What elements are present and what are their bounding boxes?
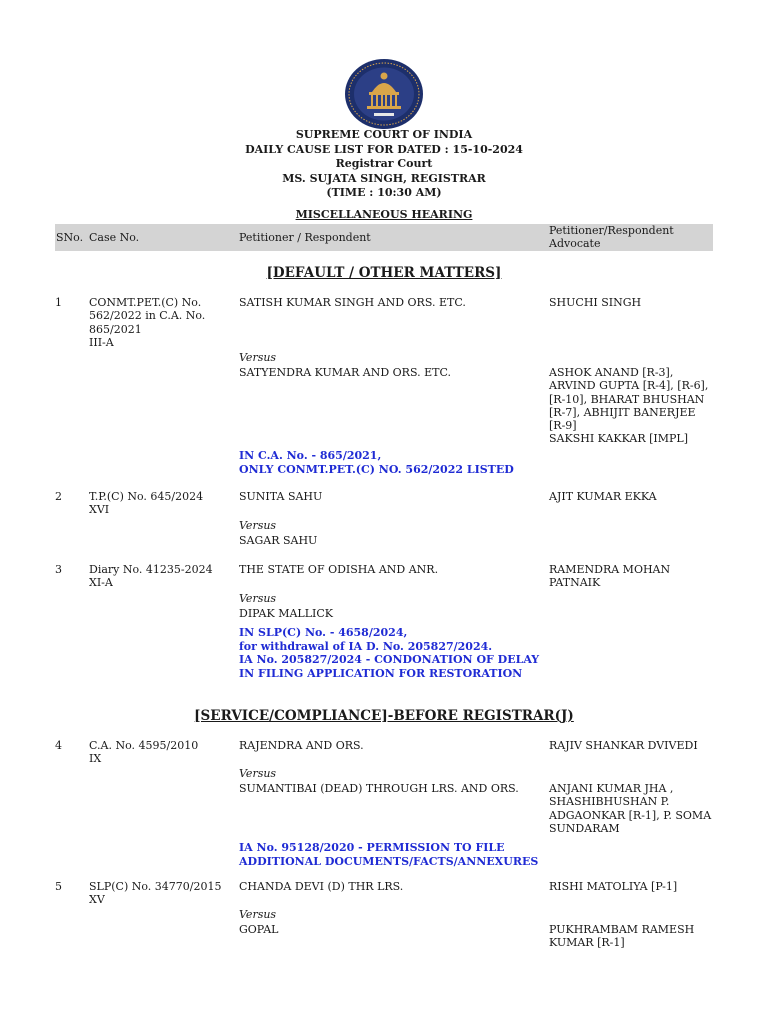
petitioner: THE STATE OF ODISHA AND ANR. bbox=[239, 563, 439, 576]
court-header bbox=[0, 128, 768, 201]
petitioner-advocate: RISHI MATOLIYA [P-1] bbox=[549, 880, 678, 893]
col-advocate-2: Advocate bbox=[549, 237, 601, 250]
case-note: IA No. 95128/2020 - PERMISSION TO FILE ADDITIONAL DOCUMENTS/FACTS/ANNEXURES bbox=[239, 841, 539, 868]
respondent-advocate: PUKHRAMBAM RAMESH KUMAR [R-1] bbox=[549, 923, 695, 950]
supreme-court-emblem-icon bbox=[344, 58, 424, 130]
versus-label: Versus bbox=[239, 592, 277, 605]
hearing-type: MISCELLANEOUS HEARING bbox=[295, 208, 473, 221]
petitioner-advocate: AJIT KUMAR EKKA bbox=[549, 490, 657, 503]
cause-list-title: DAILY CAUSE LIST FOR DATED : 15-10-2024 bbox=[245, 142, 523, 156]
case-number: C.A. No. 4595/2010 IX bbox=[89, 739, 199, 766]
case-sno: 5 bbox=[55, 880, 62, 893]
petitioner-advocate: SHUCHI SINGH bbox=[549, 296, 642, 309]
petitioner: SUNITA SAHU bbox=[239, 490, 323, 503]
section-title: [SERVICE/COMPLIANCE]-BEFORE REGISTRAR(J) bbox=[194, 708, 574, 724]
col-parties: Petitioner / Respondent bbox=[239, 231, 371, 244]
respondent-advocate: ASHOK ANAND [R-3], ARVIND GUPTA [R-4], [R-6], [R-10], BHARAT BHUSHAN [R-7], ABHIJIT BANERJEE [R-9] SAKSHI KAKKAR [IMPL] bbox=[549, 366, 709, 446]
court-type: Registrar Court bbox=[335, 157, 433, 171]
petitioner: RAJENDRA AND ORS. bbox=[239, 739, 364, 752]
case-number: T.P.(C) No. 645/2024 XVI bbox=[89, 490, 204, 517]
petitioner-advocate: RAMENDRA MOHAN PATNAIK bbox=[549, 563, 671, 590]
presiding-officer: MS. SUJATA SINGH, REGISTRAR bbox=[282, 171, 486, 185]
col-sno: SNo. bbox=[56, 231, 84, 244]
petitioner: SATISH KUMAR SINGH AND ORS. ETC. bbox=[239, 296, 466, 309]
court-name: SUPREME COURT OF INDIA bbox=[295, 128, 473, 141]
case-sno: 3 bbox=[55, 563, 62, 576]
col-advocate-1: Petitioner/Respondent bbox=[549, 224, 674, 237]
table-header bbox=[55, 224, 713, 251]
case-sno: 1 bbox=[55, 296, 62, 309]
respondent: SUMANTIBAI (DEAD) THROUGH LRS. AND ORS. bbox=[239, 782, 519, 795]
respondent: GOPAL bbox=[239, 923, 279, 936]
case-note: IN C.A. No. - 865/2021, ONLY CONMT.PET.(C) NO. 562/2022 LISTED bbox=[239, 449, 514, 476]
respondent: SAGAR SAHU bbox=[239, 534, 318, 547]
respondent: SATYENDRA KUMAR AND ORS. ETC. bbox=[239, 366, 451, 379]
col-case-no: Case No. bbox=[89, 231, 140, 244]
petitioner: CHANDA DEVI (D) THR LRS. bbox=[239, 880, 404, 893]
respondent: DIPAK MALLICK bbox=[239, 607, 334, 620]
hearing-time: (TIME : 10:30 AM) bbox=[326, 186, 442, 200]
versus-label: Versus bbox=[239, 351, 277, 364]
case-number: SLP(C) No. 34770/2015 XV bbox=[89, 880, 222, 907]
case-note: IN SLP(C) No. - 4658/2024, for withdrawal of IA D. No. 205827/2024. IA No. 205827/2024 - CONDONATION OF DELAY IN FILING APPLICATION FOR RESTORATION bbox=[239, 626, 540, 680]
versus-label: Versus bbox=[239, 767, 277, 780]
respondent-advocate: ANJANI KUMAR JHA , SHASHIBHUSHAN P. ADGAONKAR [R-1], P. SOMA SUNDARAM bbox=[549, 782, 712, 835]
case-sno: 4 bbox=[55, 739, 62, 752]
versus-label: Versus bbox=[239, 519, 277, 532]
case-number: Diary No. 41235-2024 XI-A bbox=[89, 563, 213, 590]
section-title: [DEFAULT / OTHER MATTERS] bbox=[266, 265, 502, 281]
case-sno: 2 bbox=[55, 490, 62, 503]
case-number: CONMT.PET.(C) No. 562/2022 in C.A. No. 865/2021 III-A bbox=[89, 296, 206, 349]
petitioner-advocate: RAJIV SHANKAR DVIVEDI bbox=[549, 739, 698, 752]
versus-label: Versus bbox=[239, 908, 277, 921]
